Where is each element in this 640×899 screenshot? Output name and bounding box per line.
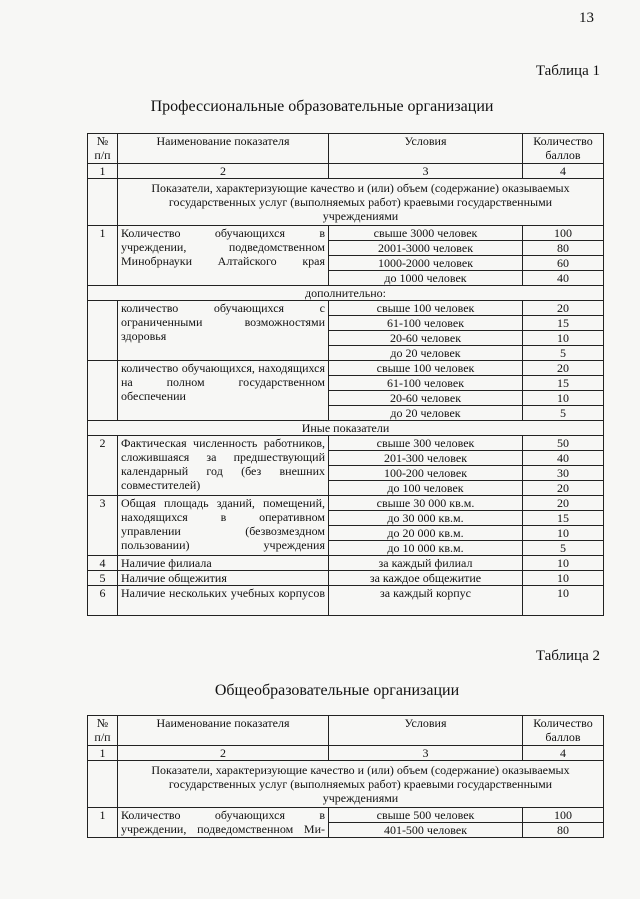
row-name: количество обучающихся с ограниченными возможностями здоровья [118,301,329,361]
row-name: Наличие нескольких учебных корпусов [118,586,329,616]
score-cell: 100 [523,226,604,241]
score-cell: 20 [523,481,604,496]
condition-cell: до 10 000 кв.м. [329,541,523,556]
condition-cell: за каждое общежитие [329,571,523,586]
header-num: № п/п [88,134,118,164]
table-row [88,556,604,571]
condition-cell: свыше 30 000 кв.м. [329,496,523,511]
header-score: Количество баллов [523,716,604,746]
condition-cell: 401-500 человек [329,823,523,838]
colnum-2: 2 [118,746,329,761]
header-conditions: Условия [329,134,523,164]
table-row [88,496,604,511]
score-cell: 20 [523,496,604,511]
condition-cell: свыше 100 человек [329,361,523,376]
colnum-3: 3 [329,164,523,179]
score-cell: 5 [523,541,604,556]
table1-section-other [88,421,604,436]
condition-cell: 100-200 человек [329,466,523,481]
table-row [88,586,604,616]
condition-cell: 201-300 человек [329,451,523,466]
table-row [88,571,604,586]
condition-cell: 1000-2000 человек [329,256,523,271]
table1-title: Профессиональные образовательные организации [150,98,494,115]
score-cell: 10 [523,556,604,571]
section-quality-text: Показатели, характеризующие качество и (или) объем (содержание) оказываемых государственных услуг (выполняемых работ) краевыми государственными учреждениями [118,761,604,808]
row-name: Количество обучающихся в учреждении, подведомственном Минобрнауки Алтайского края [118,226,329,286]
header-name: Наименование показателя [118,134,329,164]
score-cell: 20 [523,301,604,316]
section-other-text: Иные показатели [88,421,604,436]
score-cell: 80 [523,823,604,838]
score-cell: 20 [523,361,604,376]
score-cell: 50 [523,436,604,451]
condition-cell: 61-100 человек [329,376,523,391]
score-cell: 10 [523,331,604,346]
row-num: 1 [88,808,118,838]
table2-header-row [88,716,604,746]
table1-label: Таблица 1 [535,63,600,79]
row-num: 3 [88,496,118,556]
table-row [88,361,604,376]
condition-cell: до 1000 человек [329,271,523,286]
condition-cell: 61-100 человек [329,316,523,331]
colnum-2: 2 [118,164,329,179]
score-cell: 100 [523,808,604,823]
colnum-4: 4 [523,164,604,179]
condition-cell: свыше 500 человек [329,808,523,823]
score-cell: 15 [523,376,604,391]
row-num: 2 [88,436,118,496]
row-num: 6 [88,586,118,616]
section-quality-text: Показатели, характеризующие качество и (или) объем (содержание) оказываемых государственных услуг (выполняемых работ) краевыми государственными учреждениями [118,179,604,226]
condition-cell: 20-60 человек [329,331,523,346]
condition-cell: 2001-3000 человек [329,241,523,256]
colnum-3: 3 [329,746,523,761]
score-cell: 40 [523,451,604,466]
table2-section-quality [88,761,604,808]
condition-cell: до 20 человек [329,346,523,361]
table-row [88,226,604,241]
condition-cell: за каждый филиал [329,556,523,571]
score-cell: 10 [523,571,604,586]
colnum-1: 1 [88,164,118,179]
score-cell: 40 [523,271,604,286]
table2-title: Общеобразовательные организации [214,682,460,699]
condition-cell: до 20 человек [329,406,523,421]
header-num: № п/п [88,716,118,746]
table-row [88,808,604,823]
condition-cell: до 100 человек [329,481,523,496]
table2 [87,715,604,838]
row-num: 1 [88,226,118,286]
colnum-1: 1 [88,746,118,761]
score-cell: 15 [523,316,604,331]
table1-section-quality [88,179,604,226]
table-row [88,301,604,316]
condition-cell: за каждый корпус [329,586,523,616]
page-number: 13 [579,10,594,26]
score-cell: 5 [523,346,604,361]
condition-cell: до 20 000 кв.м. [329,526,523,541]
table-row [88,436,604,451]
score-cell: 15 [523,511,604,526]
row-name: Фактическая численность работников, сложившаяся за предшествующий календарный год (без внешних совместителей) [118,436,329,496]
row-name: Наличие общежития [118,571,329,586]
score-cell: 30 [523,466,604,481]
header-conditions: Условия [329,716,523,746]
condition-cell: до 30 000 кв.м. [329,511,523,526]
header-name: Наименование показателя [118,716,329,746]
condition-cell: свыше 300 человек [329,436,523,451]
colnum-4: 4 [523,746,604,761]
row-name: Количество обучающихся в учреждении, подведомственном Ми- [118,808,329,838]
table2-label: Таблица 2 [535,648,600,664]
row-num: 5 [88,571,118,586]
score-cell: 5 [523,406,604,421]
score-cell: 10 [523,391,604,406]
table2-colnum-row [88,746,604,761]
score-cell: 10 [523,526,604,541]
condition-cell: свыше 100 человек [329,301,523,316]
table1-colnum-row [88,164,604,179]
row-num: 4 [88,556,118,571]
table1-header-row [88,134,604,164]
score-cell: 60 [523,256,604,271]
score-cell: 80 [523,241,604,256]
row-name: количество обучающихся, находящихся на полном государственном обеспечении [118,361,329,421]
section-additional-text: дополнительно: [88,286,604,301]
condition-cell: 20-60 человек [329,391,523,406]
row-name: Наличие филиала [118,556,329,571]
header-score: Количество баллов [523,134,604,164]
score-cell: 10 [523,586,604,616]
condition-cell: свыше 3000 человек [329,226,523,241]
table1-section-additional [88,286,604,301]
row-name: Общая площадь зданий, помещений, находящихся в оперативном управлении (безвозмездном пользовании) учреждения [118,496,329,556]
table1 [87,133,604,616]
